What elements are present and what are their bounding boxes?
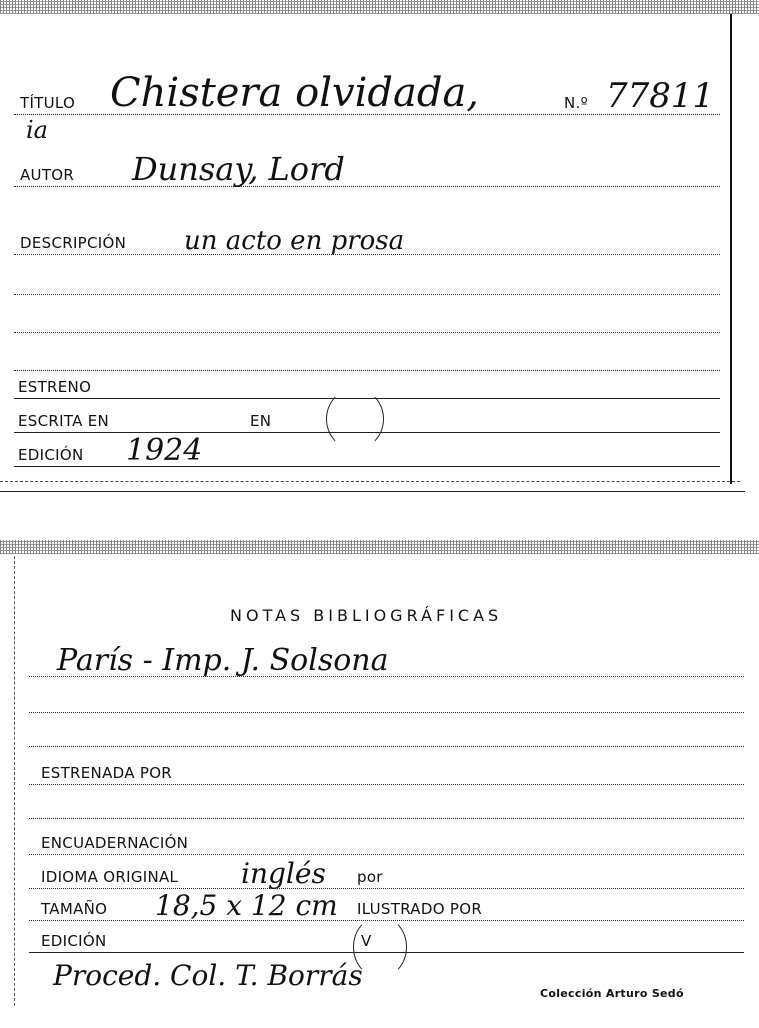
- edicion-label: EDICIÓN: [18, 446, 84, 464]
- blank-row-2: [14, 310, 720, 333]
- idioma-value: inglés: [241, 857, 326, 890]
- stamp-mark: [326, 388, 384, 450]
- titulo-label: TÍTULO: [20, 94, 76, 112]
- en-label: EN: [250, 412, 272, 430]
- titulo-value: Chistera olvidada,: [110, 70, 480, 116]
- encuadernacion-label: ENCUADERNACIÓN: [41, 834, 189, 852]
- blank-row-1: [14, 272, 720, 295]
- idioma-label: IDIOMA ORIGINAL: [41, 868, 179, 886]
- middle-edge-texture: [0, 540, 759, 554]
- edicion-row: [14, 433, 720, 468]
- edicion-value: 1924: [126, 433, 203, 468]
- catalog-card-front: [0, 14, 732, 484]
- notas-row: [29, 643, 744, 678]
- autor-row: [14, 150, 720, 188]
- blank-row-3: [14, 348, 720, 371]
- descripcion-row: [14, 226, 720, 256]
- blank-row-5: [29, 724, 744, 747]
- descripcion-label: DESCRIPCIÓN: [20, 234, 127, 252]
- descripcion-value: un acto en prosa: [184, 226, 405, 256]
- coleccion-footer: Colección Arturo Sedó: [540, 987, 684, 1000]
- tamano-label: TAMAÑO: [41, 900, 108, 918]
- ilustrado-label: ILUSTRADO POR: [357, 900, 483, 918]
- escrita-label: ESCRITA EN: [18, 412, 110, 430]
- proced-value: Proced. Col. T. Borrás: [53, 959, 363, 992]
- blank-row-6: [29, 796, 744, 819]
- edicion2-label: EDICIÓN: [41, 932, 107, 950]
- encuadernacion-row: [29, 832, 744, 855]
- titulo-continuation-row: [14, 116, 720, 144]
- numero-value: 77811: [606, 76, 715, 116]
- numero-suffix: ia: [26, 116, 48, 144]
- blank-row-4: [29, 690, 744, 713]
- autor-value: Dunsay, Lord: [132, 150, 345, 188]
- estreno-label: ESTRENO: [18, 378, 92, 396]
- card1-bottom-edge: [0, 481, 740, 482]
- stamp-mark-2: [353, 916, 407, 978]
- tamano-value: 18,5 x 12 cm: [155, 889, 338, 922]
- top-edge-texture: [0, 0, 759, 14]
- estrenada-label: ESTRENADA POR: [41, 764, 173, 782]
- idioma-row: [29, 857, 744, 890]
- numero-label: N.º: [564, 94, 588, 112]
- notas-heading: NOTAS BIBLIOGRÁFICAS: [230, 606, 503, 625]
- estrenada-row: [29, 762, 744, 785]
- v-label: V: [361, 932, 372, 950]
- notas-value: París - Imp. J. Solsona: [57, 643, 389, 678]
- card-separator: [0, 491, 745, 492]
- autor-label: AUTOR: [20, 166, 75, 184]
- titulo-row: [14, 70, 720, 116]
- por-label: por: [357, 868, 383, 886]
